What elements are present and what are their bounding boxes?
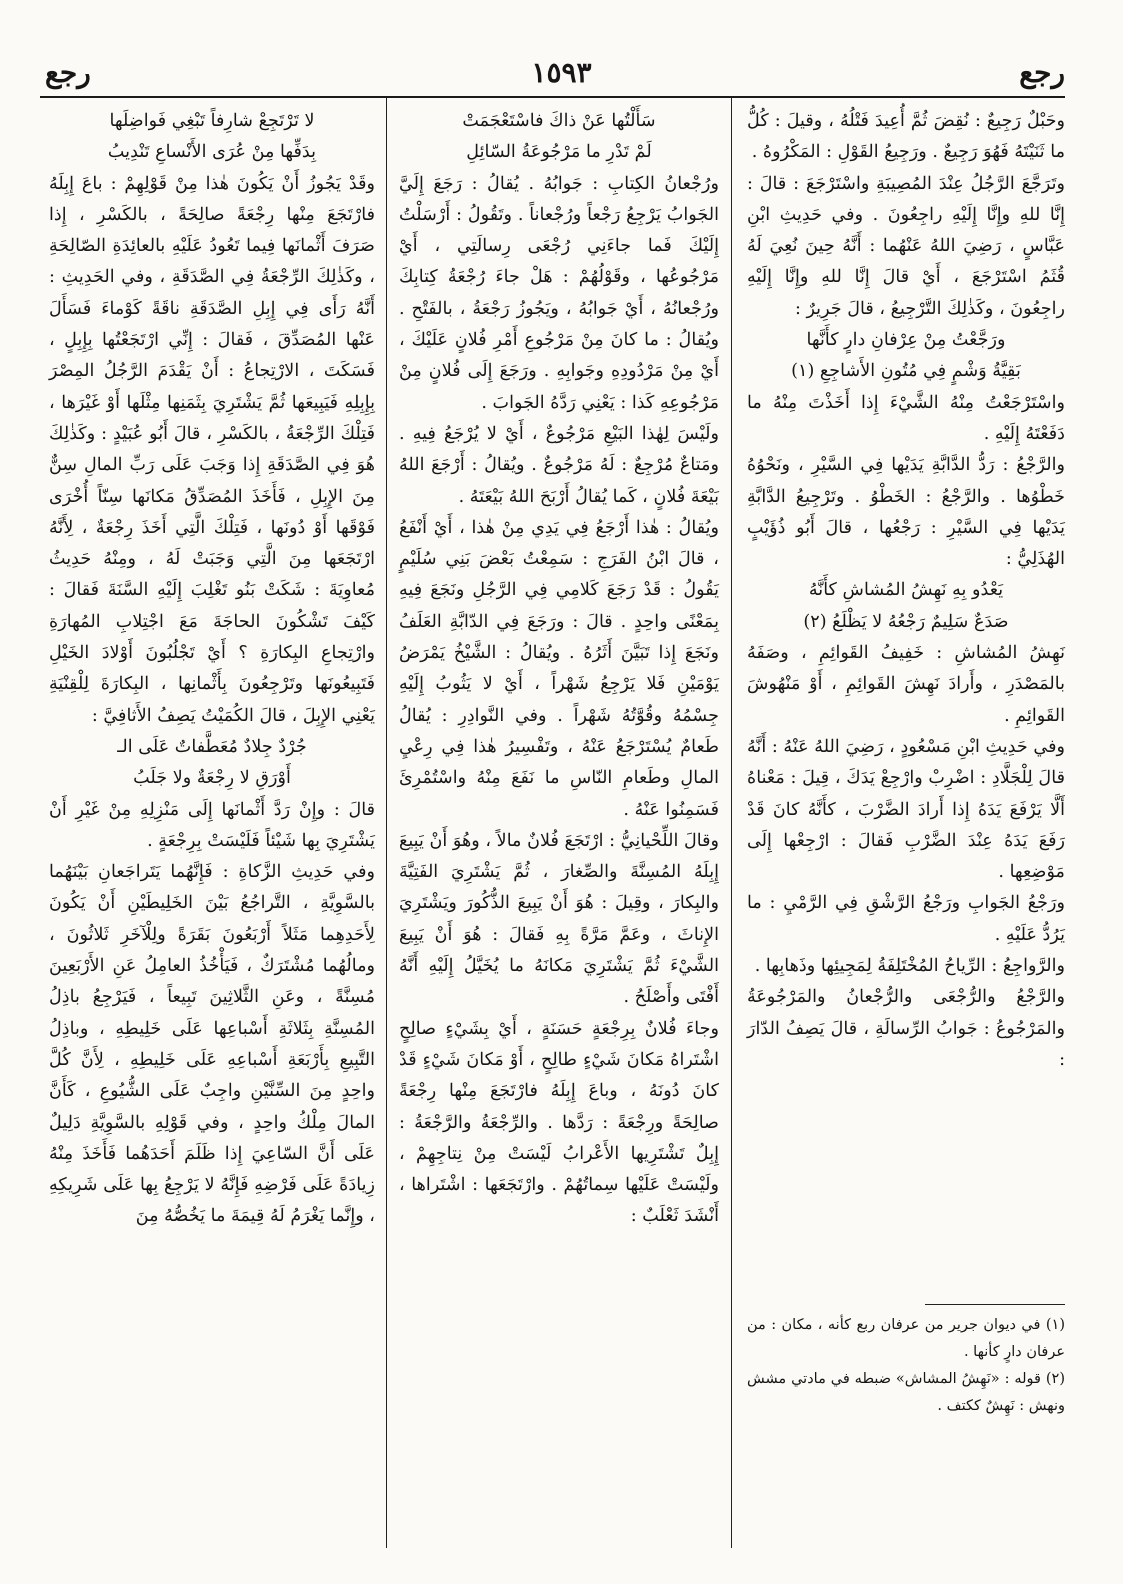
paragraph: ورُجْعانُ الكِتابِ : جَوابُهُ . يُقالُ : رَجَعَ إِلَيَّ الجَوابُ يَرْجِعُ رَجْعاً ورُجْعاناً . وتَقُولُ : أَرْسَلْتُ إِلَيْكَ فَما جاءَنِي رُجْعَى رِسالَتِي ، أَيْ مَرْجُوعُها ، وقَوْلُهُمْ : هَلْ جاءَ رُجْعَةُ كِتابِكَ ورُجْعانُهُ ، أَيْ جَوابُهُ ، ويَجُوزُ رَجْعَةُ ، بالفَتْحِ . ويُقالُ : ما كانَ مِنْ مَرْجُوعِ أَمْرِ فُلانٍ عَلَيْكَ ، أَيْ مِنْ مَرْدُودِهِ وجَوابِهِ . ورَجَعَ إِلَى فُلانٍ مِنْ مَرْجُوعِهِ كَذا : يَعْنِي رَدَّهُ الجَوابَ . [399,173,719,413]
paragraph: والرَّواجِعُ : الرِّياحُ المُخْتَلِفَةُ لِمَجِيئِها وذَهابِها . [754,956,1065,977]
footnote: (٢) قوله : «نَهِشُ المشاش» ضبطه في مادتي مشش ونهش : نَهِشٌ ككتف . [747,1371,1065,1414]
verse-line: سَأَلْتُها عَنْ ذاكَ فاسْتَعْجَمَتْ [462,111,656,131]
verse-line: أَوْرَقِ لا رِجْعَةٌ ولا جَلَبُ [133,768,291,789]
paragraph: والرَّجْعُ والرُّجْعَى والرُّجْعانُ والمَرْجُوعَةُ والمَرْجُوعُ : جَوابُ الرِّسالَةِ ، قالَ يَصِفُ الدّارَ : [747,987,1065,1070]
header-entry-word-right: رجع [1019,56,1065,89]
paragraph: وفي حَدِيثِ ابْنِ مَسْعُودٍ ، رَضِيَ اللهُ عَنْهُ : أَنَّهُ قالَ لِلْجَلَّادِ : اضْرِبْ وارْجِعْ يَدَكَ ، قِيلَ : مَعْناهُ أَلَّا يَرْفَعَ يَدَهُ إِذا أَرادَ الضَّرْبَ ، كأَنَّهُ كانَ قَدْ رَفَعَ يَدَهُ عِنْدَ الضَّرْبِ فَقالَ : ارْجِعْها إِلَى مَوْضِعِها . [747,736,1065,883]
verse-line: بِدَفِّها مِنْ عُرَى الأَنْساعِ تَنْدِيبُ [107,142,317,163]
column-middle [399,106,719,1233]
paragraph: وقَدْ يَجُوزُ أَنْ يَكُونَ هٰذا مِنْ قَوْلِهِمْ : باعَ إِبِلَهُ فارْتَجَعَ مِنْها رِجْعَةً صالِحَةً ، بالكَسْرِ ، إِذا صَرَفَ أَثْمانَها فِيما تَعُودُ عَلَيْهِ بالعائِدَةِ الصّالِحَةِ ، وكَذٰلِكَ الرِّجْعَةُ فِي الصَّدَقَةِ ، وفي الحَدِيثِ : أَنَّهُ رَأَى فِي إِبِلِ الصَّدَقَةِ ناقَةً كَوْماءَ فَسَأَلَ عَنْها المُصَدِّقَ ، فَقالَ : إِنِّي ارْتَجَعْتُها بِإِبِلٍ ، فَسَكَتَ ، الارْتِجاعُ : أَنْ يَقْدَمَ الرَّجُلُ المِصْرَ بِإِبِلِهِ فَيَبِيعَها ثُمَّ يَشْتَرِيَ بِثَمَنِها مِثْلَها أَوْ غَيْرَها ، فَتِلْكَ الرِّجْعَةُ ، بالكَسْرِ ، قالَ أَبُو عُبَيْدٍ : وكَذٰلِكَ هُوَ فِي الصَّدَقَةِ إِذا وَجَبَ عَلَى رَبِّ المالِ سِنٌّ مِنَ الإِبِلِ ، فَأَخَذَ المُصَدِّقُ مَكانَها سِنّاً أُخْرَى فَوْقَها أَوْ دُونَها ، فَتِلْكَ الَّتِي أَخَذَ رِجْعَةٌ ، لِأَنَّهُ ارْتَجَعَها مِنَ الَّتِي وَجَبَتْ لَهُ ، ومِنْهُ حَدِيثُ مُعاوِيَةَ : شَكَتْ بَنُو تَغْلِبَ إِلَيْهِ السَّنَةَ فَقالَ : كَيْفَ تَشْكُونَ الحاجَةَ مَعَ اجْتِلابِ المُهارَةِ وارْتِجاعِ البِكارَةِ ؟ أَيْ تَجْلُبُونَ أَوْلادَ الخَيْلِ فَتَبِيعُونَها وتَرْجِعُونَ بِأَثْمانِها ، البِكارَةَ لِلْقِنْيَةِ يَعْنِي الإِبِلَ ، قالَ الكُمَيْتُ يَصِفُ الأَثافِيَّ : [49,173,375,726]
header-entry-word-left: رجع [45,56,91,89]
verse-line: جُرْدٌ جِلادٌ مُعَطَّفاتٌ عَلَى الـ [117,736,307,757]
paragraph: قالَ : وإِنْ رَدَّ أَثْمانَها إِلَى مَنْزِلِهِ مِنْ غَيْرِ أَنْ يَشْتَرِيَ بِها شَيْئاً فَلَيْسَتْ بِرِجْعَةٍ . [49,799,375,851]
column-left [49,106,375,1233]
paragraph: وقالَ اللِّحْيانِيُّ : ارْتَجَعَ فُلانٌ مالاً ، وهُوَ أَنْ يَبِيعَ إِبِلَهُ المُسِنَّةَ والصِّغارَ ، ثُمَّ يَشْتَرِيَ الفَتِيَّةَ والبِكارَ ، وقِيلَ : هُوَ أَنْ يَبِيعَ الذُّكُورَ ويَشْتَرِيَ الإِناثَ ، وعَمَّ مَرَّةً بِهِ فَقالَ : هُوَ أَنْ يَبِيعَ الشَّيْءَ ثُمَّ يَشْتَرِيَ مَكانَهُ ما يُخَيَّلُ إِلَيْهِ أَنَّهُ أَفْتَى وأَصْلَحُ . [399,830,719,1008]
paragraph: واسْتَرْجَعْتُ مِنْهُ الشَّيْءَ إِذا أَخَذْتَ مِنْهُ ما دَفَعْتَهُ إِلَيْهِ . [747,392,1065,444]
paragraph: ورَجْعُ الجَوابِ ورَجْعُ الرَّشْقِ فِي الرَّمْيِ : ما يَرُدُّ عَلَيْهِ . [747,893,1065,945]
paragraph: وفي حَدِيثِ الزَّكاةِ : فَإِنَّهُما يَتَراجَعانِ بَيْنَهُما بالسَّوِيَّةِ ، التَّراجُعُ بَيْنَ الخَلِيطَيْنِ أَنْ يَكُونَ لِأَحَدِهِما مَثَلاً أَرْبَعُونَ بَقَرَةً ولِلْآخَرِ ثَلاثُونَ ، ومالُهُما مُشْتَرَكٌ ، فَيَأْخُذُ العامِلُ عَنِ الأَرْبَعِينَ مُسِنَّةً ، وعَنِ الثَّلاثِينَ تَبِيعاً ، فَيَرْجِعُ باذِلُ المُسِنَّةِ بِثَلاثَةِ أَسْباعِها عَلَى خَلِيطِهِ ، وباذِلُ التَّبِيعِ بِأَرْبَعَةِ أَسْباعِهِ عَلَى خَلِيطِهِ ، لِأَنَّ كُلَّ واحِدٍ مِنَ السِّنَّيْنِ واجِبٌ عَلَى الشُّيُوعِ ، كَأَنَّ المالَ مِلْكُ واحِدٍ ، وفي قَوْلِهِ بالسَّوِيَّةِ دَلِيلٌ عَلَى أَنَّ السّاعِيَ إِذا ظَلَمَ أَحَدَهُما فَأَخَذَ مِنْهُ زِيادَةً عَلَى فَرْضِهِ فَإِنَّهُ لا يَرْجِعُ بِها عَلَى شَرِيكِهِ ، وإِنَّما يَغْرَمُ لَهُ قِيمَةَ ما يَخُصُّهُ مِنَ [49,862,375,1227]
paragraph: نَهِشُ المُشاشِ : خَفِيفُ القَوائِمِ ، وصَفَهُ بالمَصْدَرِ ، وأَرادَ نَهِشَ القَوائِمِ ، أَوْ مَنْهُوشَ القَوائِمِ . [747,643,1065,726]
paragraph: ولَيْسَ لِهٰذا البَيْعِ مَرْجُوعٌ ، أَيْ لا يُرْجَعُ فِيهِ . ومَتاعٌ مُرْجِعٌ : لَهُ مَرْجُوعٌ . ويُقالُ : أَرْجَعَ اللهُ بَيْعَةَ فُلانٍ ، كَما يُقالُ أَرْبَحَ اللهُ بَيْعَتَهُ . [399,423,719,507]
column-divider-right [731,98,732,1548]
verse-line: ورَجَّعْتُ مِنْ عِرْفانِ دارٍ كأَنَّها [806,330,1006,351]
verse-line: صَدَعٌ سَلِيمٌ رَجْعُهُ لا يَظْلَعُ (٢) [803,611,1009,632]
paragraph: وجاءَ فُلانٌ بِرِجْعَةٍ حَسَنَةٍ ، أَيْ بِشَيْءٍ صالِحٍ اشْتَراهُ مَكانَ شَيْءٍ طالِحٍ ، أَوْ مَكانَ شَيْءٍ قَدْ كانَ دُونَهُ ، وباعَ إِبِلَهُ فارْتَجَعَ مِنْها رِجْعَةً صالِحَةً ورِجْعَةً : رَدَّها . والرِّجْعَةُ والرَّجْعَةُ : إِبِلٌ تَشْتَرِيها الأَعْرابُ لَيْسَتْ مِنْ نِتاجِهِمْ ، ولَيْسَتْ عَلَيْها سِماتُهُمْ . وارْتَجَعَها : اشْتَراها ، أَنْشَدَ ثَعْلَبٌ : [399,1018,719,1227]
verse-line: لا تَرْتَجِعْ شارِفاً تَبْغِي فَواضِلَها [109,111,315,131]
page-number: ١٥٩٣ [531,56,592,89]
footnotes [747,1312,1065,1420]
header-rule [40,96,1065,98]
verse-line: بَقِيَّةُ وَشْمٍ فِي مُتُونِ الأَشاجِعِ (١) [791,361,1021,382]
verse-line: لَمْ تَدْرِ ما مَرْجُوعَةُ السّائِلِ [466,142,652,163]
paragraph: وحَبْلٌ رَجِيعٌ : نُقِضَ ثُمَّ أُعِيدَ فَتْلُهُ ، وقيلَ : كُلُّ ما ثَنَيْتَهُ فَهُوَ رَجِيعٌ . ورَجِيعُ القَوْلِ : المَكْرُوهُ . [747,111,1065,163]
column-divider-left [386,98,387,1548]
column-right [747,106,1065,1076]
footnote-rule [925,1304,1065,1305]
paragraph: والرَّجْعُ : رَدُّ الدَّابَّةِ يَدَيْها فِي السَّيْرِ ، ونَحْوُهُ خَطْوُها . والرَّجْعُ : الخَطْوُ . وتَرْجِيعُ الدَّابَّةِ يَدَيْها فِي السَّيْرِ : رَجْعُها ، قالَ أَبُو ذُؤَيْبٍ الهُذَلِيُّ : [747,455,1065,570]
paragraph: وتَرَجَّعَ الرَّجُلُ عِنْدَ المُصِيبَةِ واسْتَرْجَعَ : قالَ : إِنَّا للهِ وإِنَّا إِلَيْهِ راجِعُونَ . وفي حَدِيثِ ابْنِ عَبَّاسٍ ، رَضِيَ اللهُ عَنْهُما : أَنَّهُ حِينَ نُعِيَ لَهُ قُثَمُ اسْتَرْجَعَ ، أَيْ قالَ إِنَّا للهِ وإِنَّا إِلَيْهِ راجِعُونَ ، وكَذٰلِكَ التَّرْجِيعُ ، قالَ جَرِيرٌ : [747,173,1065,319]
verse-line: يَعْدُو بِهِ نَهِشُ المُشاشِ كأَنَّهُ [808,580,1004,601]
footnote: (١) في ديوان جرير من عرفان ربع كأنه ، مكان : من عرفان دارٍ كأنها . [747,1317,1065,1360]
paragraph: ويُقالُ : هٰذا أَرْجَعُ فِي يَدِي مِنْ هٰذا ، أَيْ أَنْفَعُ ، قالَ ابْنُ الفَرَجِ : سَمِعْتُ بَعْضَ بَنِي سُلَيْمٍ يَقُولُ : قَدْ رَجَعَ كَلامِي فِي الرَّجُلِ ونَجَعَ فِيهِ بِمَعْنًى واحِدٍ . قالَ : ورَجَعَ فِي الدّابَّةِ العَلَفُ ونَجَعَ إِذا تَبَيَّنَ أَثَرُهُ . ويُقالُ : الشَّيْخُ يَمْرَضُ يَوْمَيْنِ فَلا يَرْجِعُ شَهْراً ، أَيْ لا يَثُوبُ إِلَيْهِ جِسْمُهُ وقُوَّتُهُ شَهْراً . وفي النَّوادِرِ : يُقالُ طَعامٌ يُسْتَرْجَعُ عَنْهُ ، وتَفْسِيرُ هٰذا فِي رِعْيِ المالِ وطَعامِ النّاسِ ما نَفَعَ مِنْهُ واسْتُمْرِئَ فَسَمِنُوا عَنْهُ . [399,517,719,820]
